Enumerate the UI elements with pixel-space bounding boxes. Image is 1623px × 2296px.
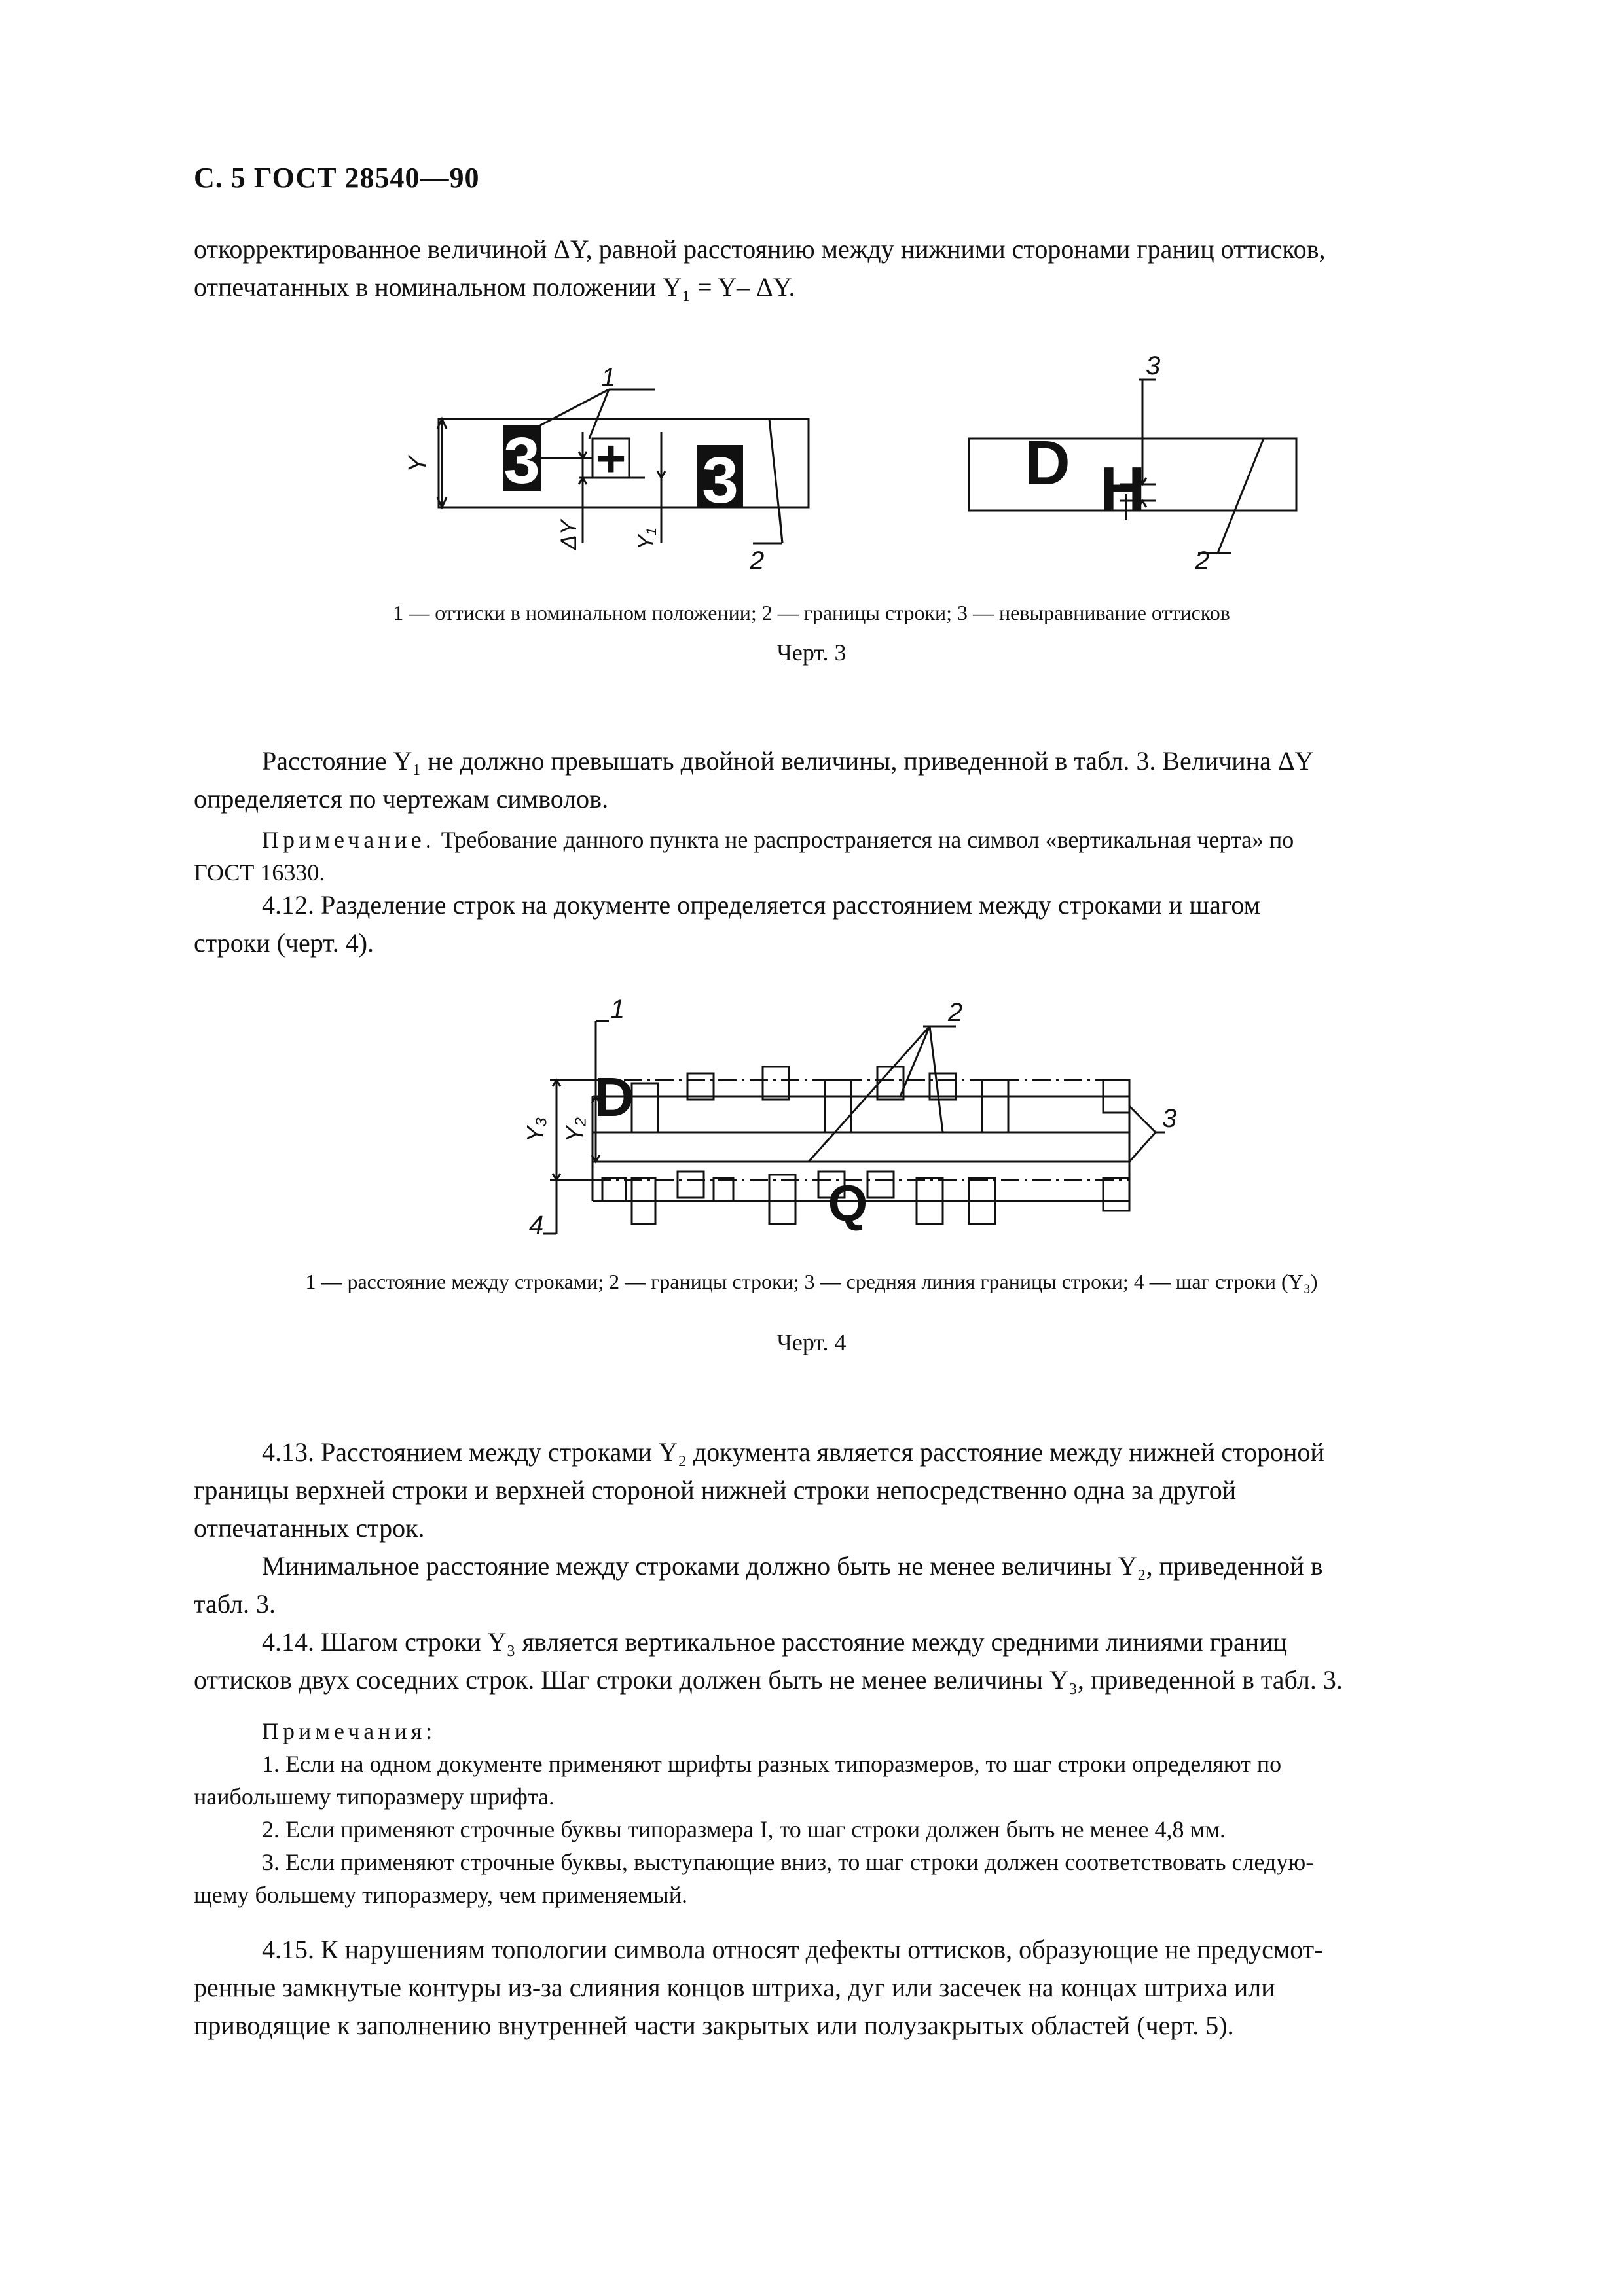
fig3-caption: 1 — оттиски в номинальном положении; 2 — границы строки; 3 — невыравнивание оттисков	[393, 601, 1230, 624]
page-header: С. 5 ГОСТ 28540—90	[194, 162, 480, 194]
fig4-label-1: 1	[610, 995, 625, 1024]
notes-2-item-1a: 1. Если на одном документе применяют шрифты разных типоразмеров, то шаг строки определяют по	[262, 1751, 1282, 1777]
p412-line-1: 4.12. Разделение строк на документе определяется расстоянием между строками и шагом	[262, 890, 1260, 920]
p413-line-4: Минимальное расстояние между строками должно быть не менее величины Y₂, приведенной в	[262, 1551, 1323, 1581]
fig4-label-2: 2	[948, 998, 963, 1027]
fig4-caption: 1 — расстояние между строками; 2 — границы строки; 3 — средняя линия границы строки; 4 — шаг строки (Y₃)	[305, 1270, 1318, 1293]
p413-line-1: 4.13. Расстоянием между строками Y₂ документа является расстояние между нижней стороной	[262, 1437, 1324, 1467]
p413-line-3: отпечатанных строк.	[194, 1513, 425, 1543]
fig3-dim-dy: ΔY	[556, 520, 581, 550]
note-1-line-2: ГОСТ 16330.	[194, 859, 325, 886]
p415-line-2: ренные замкнутые контуры из-за слияния концов штриха, дуг или засечек на концах штриха или	[194, 1973, 1275, 2002]
glyph-q-fig4: Q	[828, 1174, 868, 1232]
p415-line-1: 4.15. К нарушениям топологии символа относят дефекты оттисков, образующие не предусмот-	[262, 1935, 1323, 1964]
figure-4	[511, 982, 1244, 1257]
fig3-dim-y1: Y₁	[634, 528, 659, 550]
fig4-label-4: 4	[529, 1211, 544, 1240]
glyph-h: H	[1100, 454, 1146, 524]
fig4-label-3: 3	[1162, 1104, 1177, 1133]
p415-line-3: приводящие к заполнению внутренней части закрытых или полузакрытых областей (черт. 5).	[194, 2011, 1234, 2040]
intro-line-2: отпечатанных в номинальном положении Y₁ = Y– ΔY.	[194, 272, 795, 302]
intro-line-1: откорректированное величиной ΔY, равной расстоянию между нижними сторонами границ оттисков,	[194, 234, 1326, 264]
notes-2-item-2: 2. Если применяют строчные буквы типоразмера I, то шаг строки должен быть не менее 4,8 мм.	[262, 1816, 1226, 1842]
notes-2-item-3a: 3. Если применяют строчные буквы, выступающие вниз, то шаг строки должен соответствовать следую-	[262, 1849, 1314, 1875]
p412-line-2: строки (черт. 4).	[194, 928, 374, 958]
glyph-3-left-text: 3	[503, 424, 540, 497]
fig4-title: Черт. 4	[776, 1329, 847, 1355]
note-1-text: Требование данного пункта не распространяется на символ «вертикальная черта» по	[441, 827, 1294, 853]
para-y1-line-2: определяется по чертежам символов.	[194, 784, 609, 814]
fig3-dim-y: Y	[404, 456, 431, 473]
glyph-3-right: 3	[702, 444, 739, 517]
p414-line-2: оттисков двух соседних строк. Шаг строки должен быть не менее величины Y₃, приведенной в табл. 3.	[194, 1665, 1343, 1695]
fig3-label-2-left: 2	[750, 547, 765, 575]
notes-2-item-1b: наибольшему типоразмеру шрифта.	[194, 1784, 555, 1810]
fig3-label-1: 1	[601, 363, 616, 392]
p413-line-5: табл. 3.	[194, 1589, 276, 1619]
notes-2-item-3b: щему большему типоразмеру, чем применяемый.	[194, 1882, 688, 1908]
p414-line-1: 4.14. Шагом строки Y₃ является вертикальное расстояние между средними линиями границ	[262, 1627, 1288, 1657]
para-y1-line-1: Расстояние Y₁ не должно превышать двойной величины, приведенной в табл. 3. Величина ΔY	[262, 746, 1314, 776]
glyph-d: D	[1025, 428, 1070, 498]
note-1-label: Примечание.	[262, 827, 435, 853]
note-1-line-1	[262, 823, 1429, 857]
fig4-dim-y2: Y₂	[561, 1117, 588, 1142]
figure-3	[393, 353, 1322, 576]
fig3-label-3: 3	[1146, 353, 1161, 380]
glyph-plus: +	[595, 429, 627, 488]
p413-line-2: границы верхней строки и верхней стороной нижней строки непосредственно одна за другой	[194, 1475, 1237, 1505]
fig3-label-2-right: 2	[1195, 547, 1210, 575]
fig3-title: Черт. 3	[776, 639, 847, 666]
fig4-dim-y3: Y₃	[522, 1117, 549, 1142]
notes-2-label: Примечания:	[262, 1718, 437, 1744]
glyph-d-fig4: D	[594, 1066, 634, 1128]
